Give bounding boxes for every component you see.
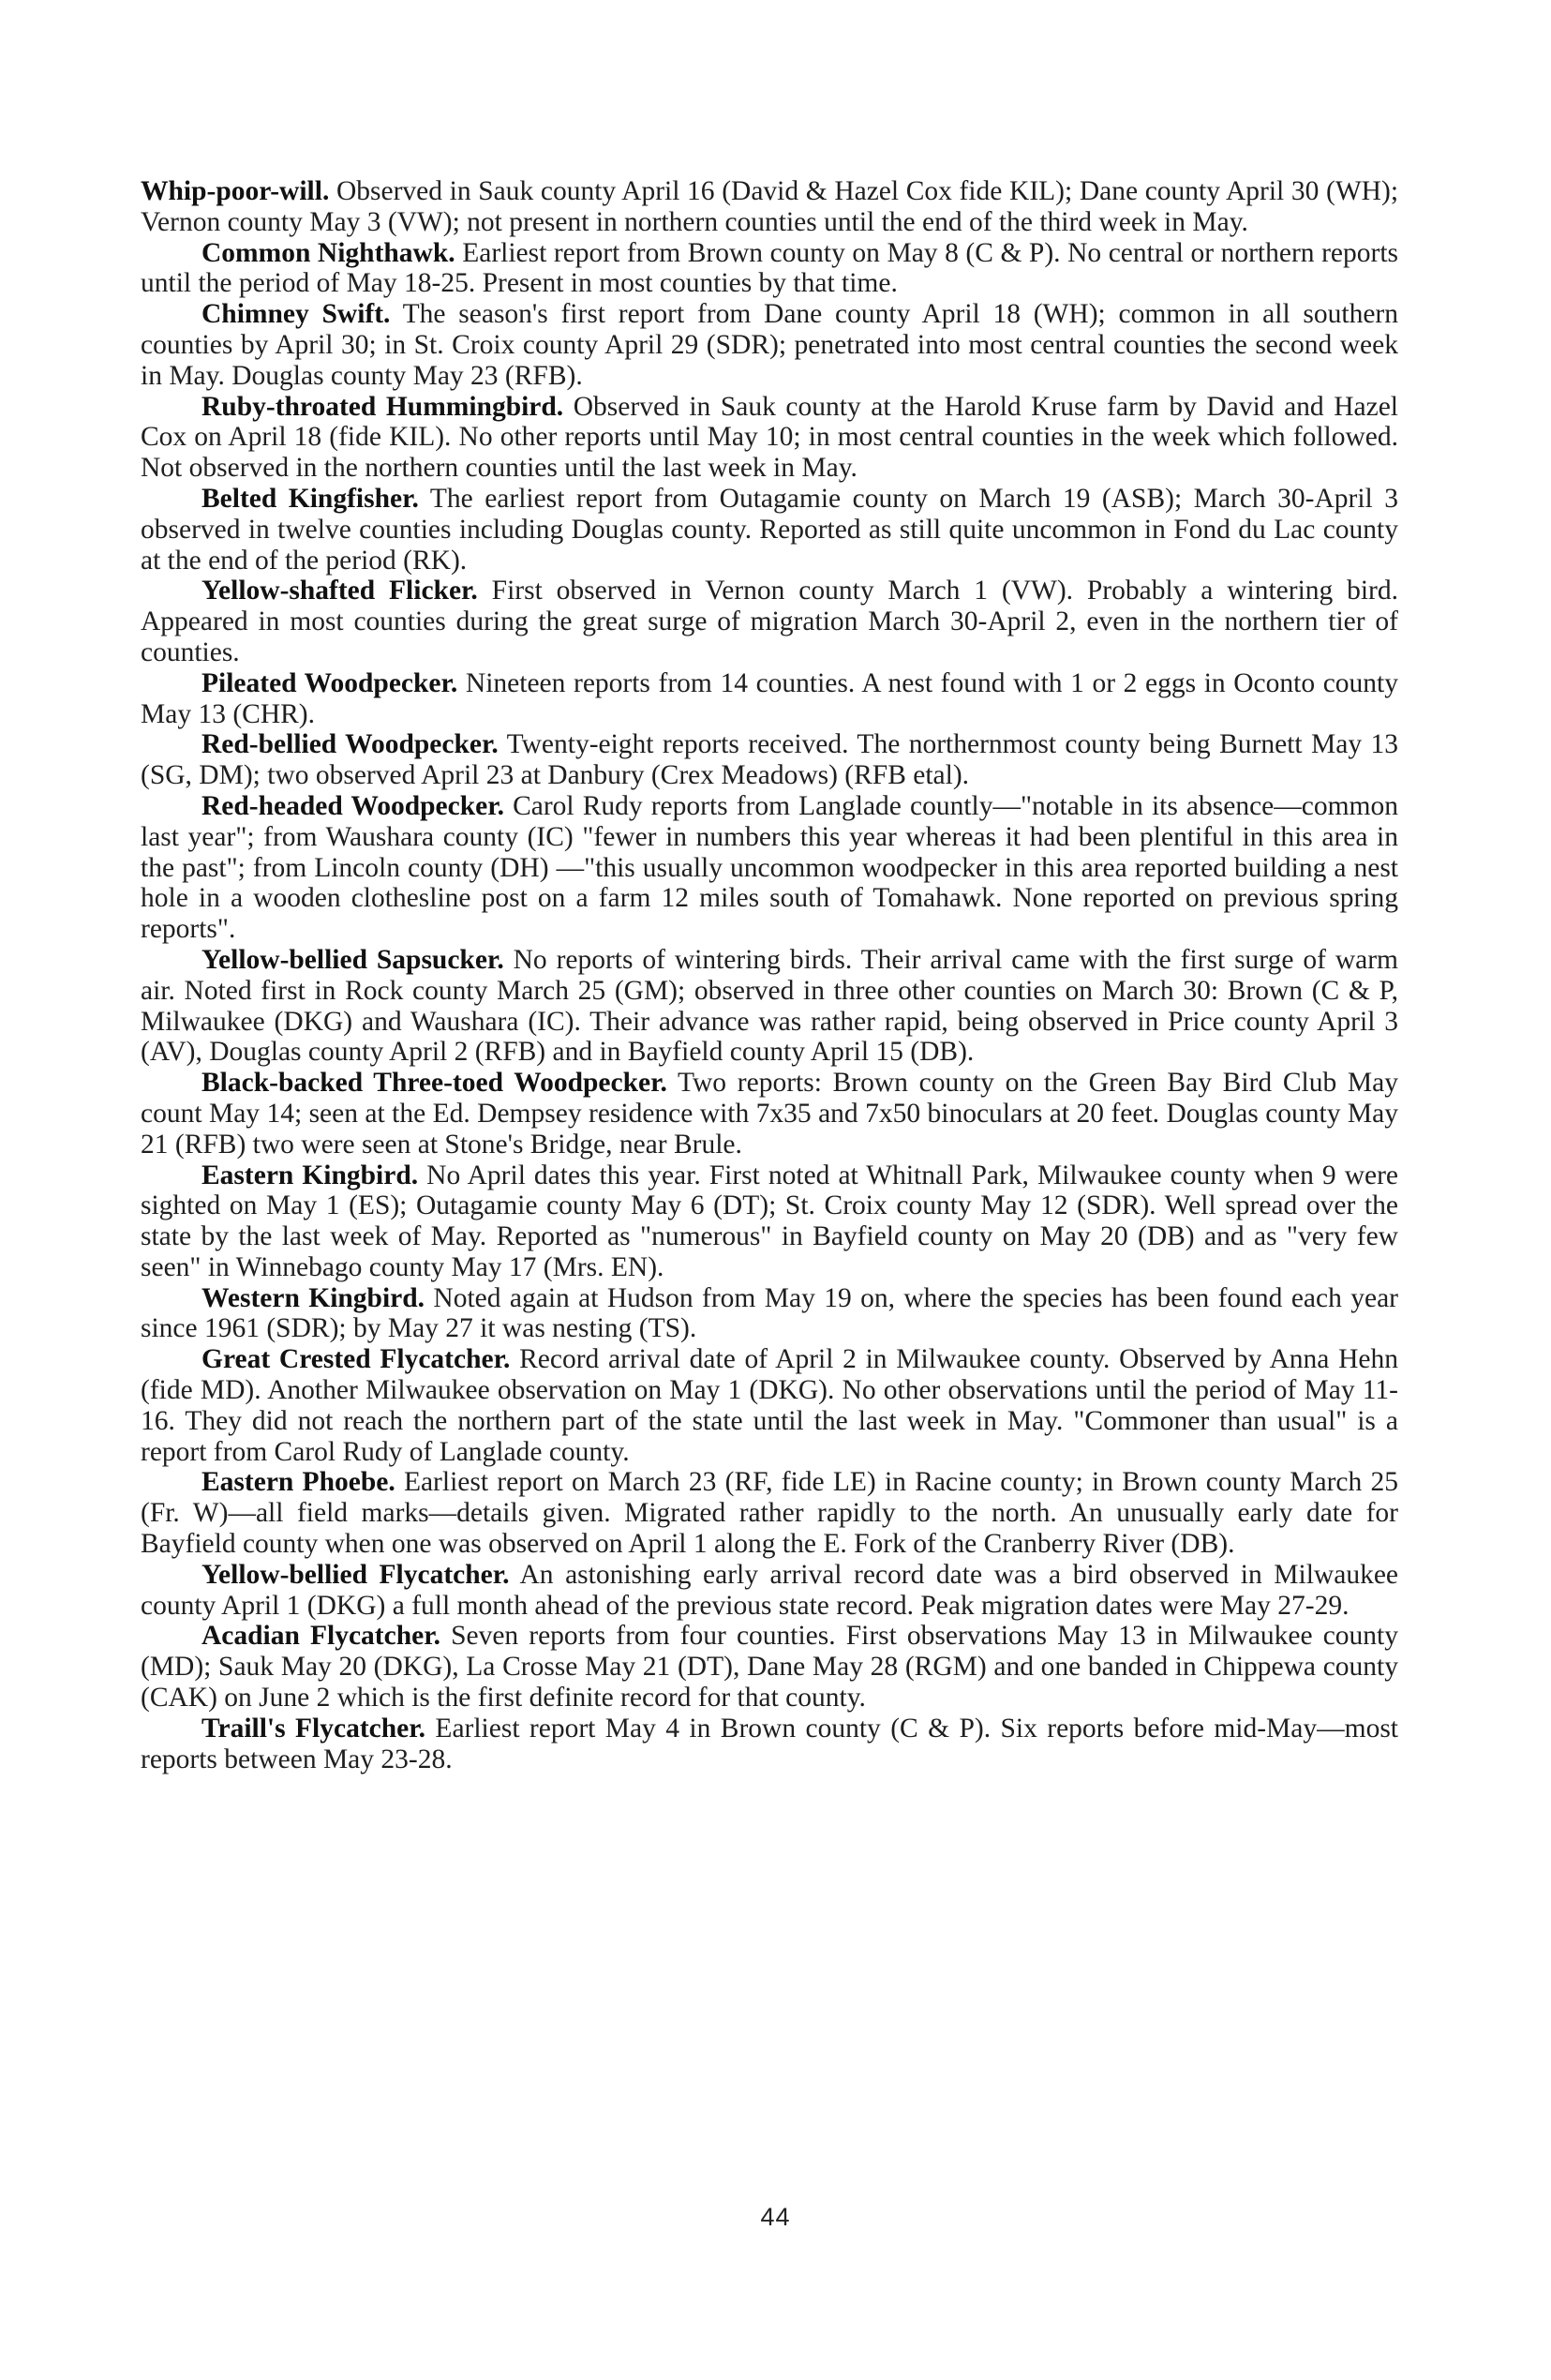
species-entry — [141, 1068, 1398, 1160]
species-name: Yellow-shafted Flicker. — [201, 576, 478, 606]
species-name: Eastern Phoebe. — [201, 1467, 395, 1498]
entry-text: Carol Rudy reports from Langlade countly—"notable in its absence—common last year"; from Waushara county (IC) "fewer in numbers this year whereas it had been plentiful in this area in the past"; from Lincoln county (DH) —"this usually uncommon woodpecker in this area reported building a nest hole in a wooden clothesline post on a farm 12 miles south of Tomahawk. None reported on previous spring reports". — [141, 790, 1399, 945]
species-name: Whip-poor-will. — [141, 176, 330, 206]
entry-text: First observed in Vernon county March 1 (VW). Probably a wintering bird. Appeared in most counties during the great surge of migration March 30-April 2, even in the northern tier of counties. — [141, 576, 1399, 667]
entry-text: Seven reports from four counties. First observations May 13 in Milwaukee county (MD); Sauk May 20 (DKG), La Crosse May 21 (DT), Dane May 28 (RGM) and one banded in Chippewa county (CAK) on June 2 which is the first definite record for that county. — [141, 1621, 1398, 1714]
species-name: Yellow-bellied Sapsucker. — [201, 944, 504, 975]
species-name: Great Crested Flycatcher. — [201, 1344, 511, 1375]
species-name: Common Nighthawk. — [201, 237, 455, 268]
entry-text: Record arrival date of April 2 in Milwaukee county. Observed by Anna Hehn (fide MD). Another Milwaukee observation on May 1 (DKG). No other observations until the period of May 11-16. They did not reach the northern part of the state until the last week in May. "Commoner than usual" is a report from Carol Rudy of Langlade county. — [141, 1344, 1398, 1467]
species-entry — [141, 576, 1398, 667]
entry-text: Earliest report from Brown county on May 8 (C & P). No central or northern reports until the period of May 18-25. Present in most counties by that time. — [141, 237, 1399, 299]
entry-text: The season's first report from Dane county April 18 (WH); common in all southern counties by April 30; in St. Croix county April 29 (SDR); penetrated into most central counties the second week in May. Douglas county May 23 (RFB). — [141, 299, 1399, 391]
species-name: Red-headed Woodpecker. — [201, 790, 504, 821]
species-entry — [141, 392, 1398, 484]
entry-text: No reports of wintering birds. Their arrival came with the first surge of warm air. Noted first in Rock county March 25 (GM); observed in three other counties on March 30: Brown (C & P, Milwaukee (DKG) and Waushara (IC). Their advance was rather rapid, being observed in Price county April 3 (AV), Douglas county April 2 (RFB) and in Bayfield county April 15 (DB). — [141, 944, 1398, 1068]
species-entry — [141, 668, 1398, 730]
species-entry — [141, 945, 1398, 1068]
entry-text: Earliest report May 4 in Brown county (C & P). Six reports before mid-May—most reports between May 23-28. — [141, 1713, 1399, 1774]
species-name: Traill's Flycatcher. — [201, 1713, 425, 1744]
page-number: 44 — [760, 2203, 791, 2231]
entry-text: The earliest report from Outagamie county on March 19 (ASB); March 30-April 3 observed in twelve counties including Douglas county. Reported as still quite uncommon in Fond du Lac county at the end of the period (RK). — [141, 483, 1398, 576]
entry-text: Twenty-eight reports received. The northernmost county being Burnett May 13 (SG, DM); two observed April 23 at Danbury (Crex Meadows) (RFB etal). — [141, 729, 1399, 791]
entry-text: Two reports: Brown county on the Green Bay Bird Club May count May 14; seen at the Ed. Dempsey residence with 7x35 and 7x50 binoculars at 20 feet. Douglas county May 21 (RFB) two were seen at Stone's Bridge, near Brule. — [141, 1068, 1398, 1160]
species-name: Belted Kingfisher. — [201, 483, 419, 514]
entry-text: Nineteen reports from 14 counties. A nest found with 1 or 2 eggs in Oconto county May 13 (CHR). — [141, 667, 1398, 729]
species-name: Black-backed Three-toed Woodpecker. — [201, 1068, 667, 1099]
species-entry — [141, 1621, 1398, 1713]
entry-text: No April dates this year. First noted at Whitnall Park, Milwaukee county when 9 were sighted on May 1 (ES); Outagamie county May 6 (DT); St. Croix county May 12 (SDR). Well spread over the state by the last week of May. Reported as "numerous" in Bayfield county on May 20 (DB) and as "very few seen" in Winnebago county May 17 (Mrs. EN). — [141, 1160, 1399, 1282]
species-entry — [141, 299, 1398, 391]
species-entry — [141, 176, 1398, 238]
text-column — [141, 176, 1398, 1774]
species-name: Western Kingbird. — [201, 1282, 425, 1313]
species-entry — [141, 1714, 1398, 1775]
species-entry — [141, 1160, 1398, 1283]
species-entry — [141, 1560, 1398, 1622]
entry-text: Noted again at Hudson from May 19 on, where the species has been found each year since 1961 (SDR); by May 27 it was nesting (TS). — [141, 1282, 1398, 1344]
species-name: Pileated Woodpecker. — [201, 667, 458, 698]
species-name: Acadian Flycatcher. — [201, 1621, 440, 1652]
species-name: Chimney Swift. — [201, 299, 391, 330]
species-entry — [141, 238, 1398, 300]
species-entry — [141, 1283, 1398, 1345]
species-name: Red-bellied Woodpecker. — [201, 729, 499, 760]
species-entry — [141, 484, 1398, 576]
species-entry — [141, 791, 1398, 945]
species-name: Yellow-bellied Flycatcher. — [201, 1559, 510, 1590]
entry-text: An astonishing early arrival record date was a bird observed in Milwaukee county April 1 (DKG) a full month ahead of the previous state record. Peak migration dates were May 27-29. — [141, 1559, 1399, 1621]
species-entry — [141, 1467, 1398, 1559]
species-name: Eastern Kingbird. — [201, 1160, 419, 1190]
entry-text: Earliest report on March 23 (RF, fide LE) in Racine county; in Brown county March 25 (Fr. W)—all field marks—details given. Migrated rather rapidly to the north. An unusually early date for Bayfield county when one was observed on April 1 along the E. Fork of the Cranberry River (DB). — [141, 1467, 1398, 1560]
entry-text: Observed in Sauk county at the Harold Kruse farm by David and Hazel Cox on April 18 (fide KIL). No other reports until May 10; in most central counties in the week which followed. Not observed in the northern counties until the last week in May. — [141, 391, 1398, 484]
species-entry — [141, 1344, 1398, 1467]
species-entry — [141, 729, 1398, 791]
species-name: Ruby-throated Hummingbird. — [201, 391, 564, 422]
entry-text: Observed in Sauk county April 16 (David & Hazel Cox fide KIL); Dane county April 30 (WH); Vernon county May 3 (VW); not present in northern counties until the end of the third week in May. — [141, 176, 1399, 237]
